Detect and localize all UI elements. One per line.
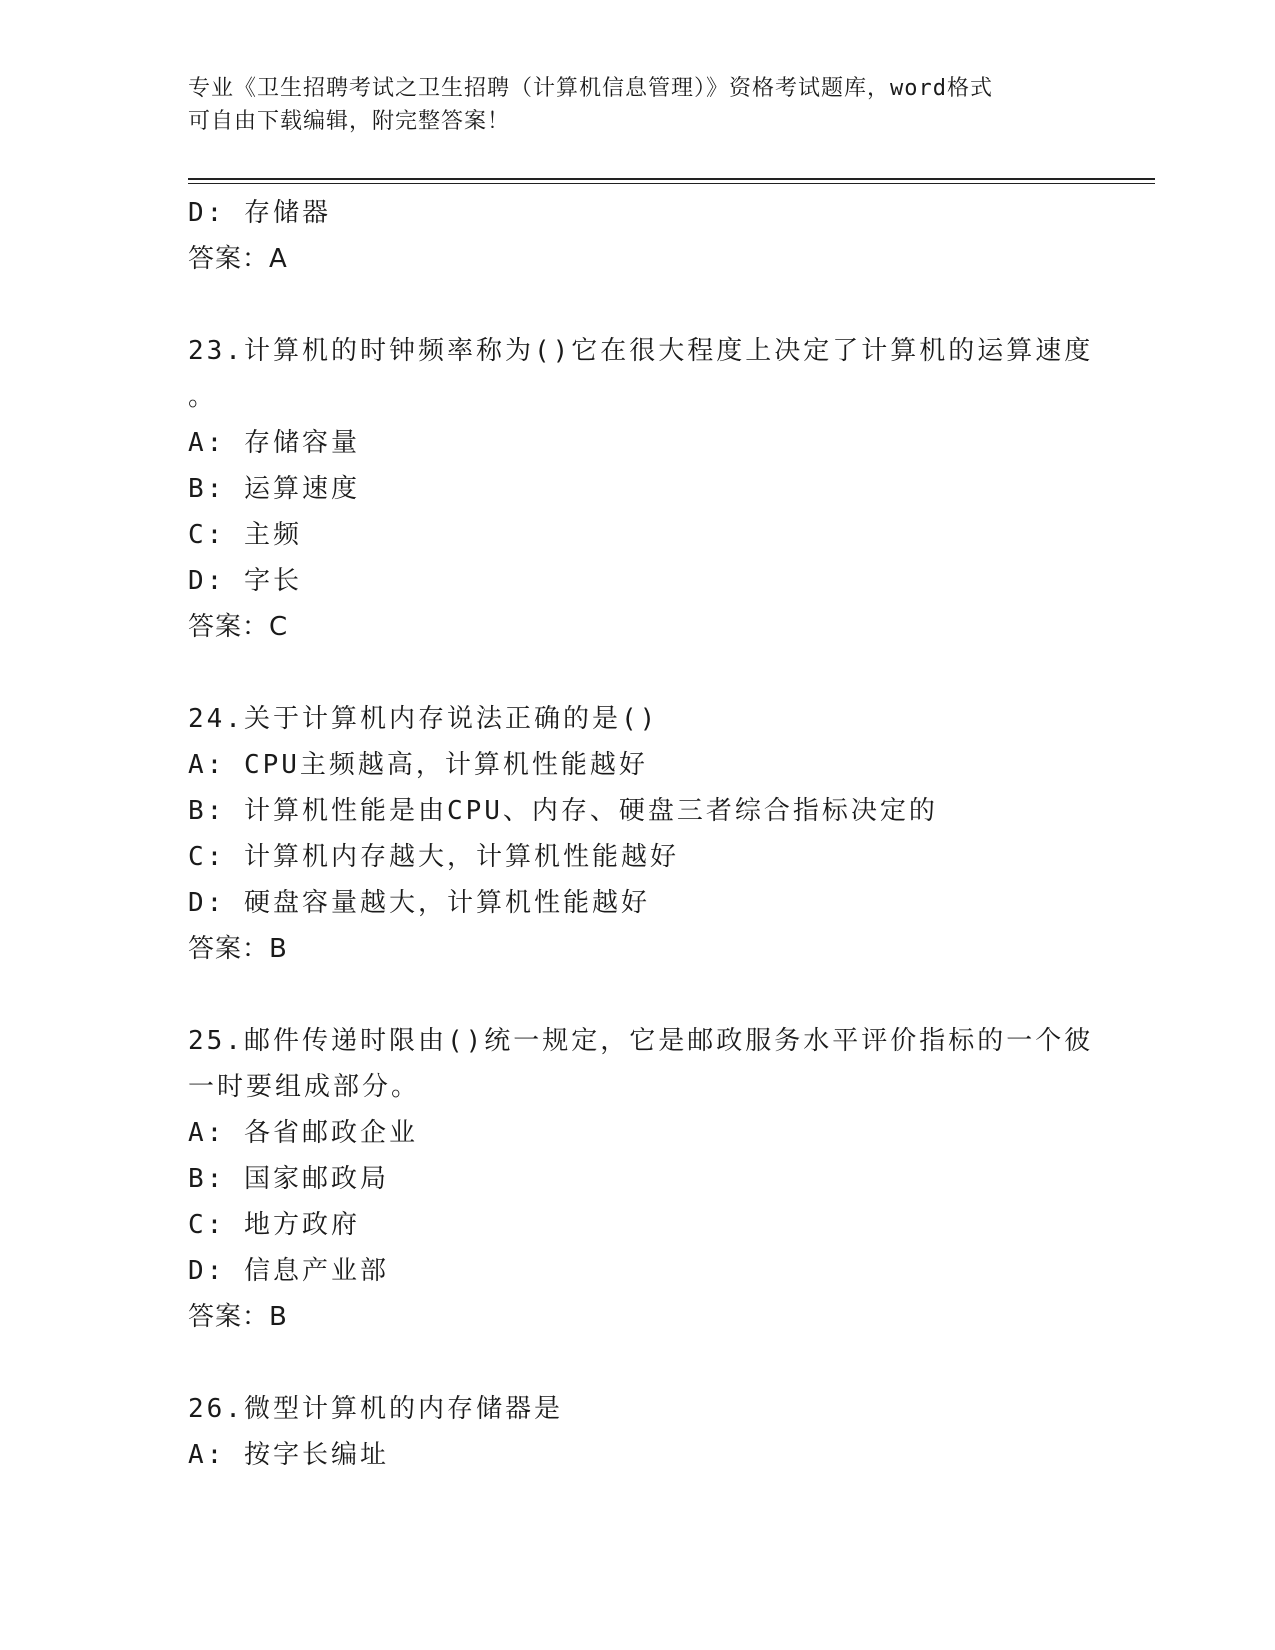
option-a: A: 各省邮政企业 [188, 1118, 418, 1148]
document-header [188, 72, 1088, 138]
option-d: D: 硬盘容量越大，计算机性能越好 [188, 888, 650, 918]
question-stem: 23.计算机的时钟频率称为()它在很大程度上决定了计算机的运算速度 [188, 336, 1094, 366]
option-c: C: 地方政府 [188, 1210, 360, 1240]
option-a: A: 存储容量 [188, 428, 360, 458]
option-c: C: 计算机内存越大，计算机性能越好 [188, 842, 679, 872]
header-rule-thin [188, 183, 1155, 184]
question-23 [188, 328, 1094, 650]
answer-label: 答案：A [188, 244, 288, 274]
question-22-tail [188, 190, 1088, 282]
answer-label: 答案：C [188, 612, 289, 642]
question-25 [188, 1018, 1094, 1340]
option-c: C: 主频 [188, 520, 302, 550]
question-stem-continued: 一时要组成部分。 [188, 1072, 421, 1102]
spacer [188, 282, 1088, 328]
option-d: D: 存储器 [188, 198, 331, 228]
header-line-2: 可自由下载编辑，附完整答案！ [188, 109, 511, 134]
answer-label: 答案：B [188, 934, 288, 964]
option-a: A: CPU主频越高，计算机性能越好 [188, 750, 648, 780]
question-stem: 24.关于计算机内存说法正确的是() [188, 704, 659, 734]
spacer [188, 650, 1088, 696]
answer-label: 答案：B [188, 1302, 288, 1332]
header-rule-thick [188, 178, 1155, 180]
question-stem: 26.微型计算机的内存储器是 [188, 1394, 563, 1424]
question-stem-continued: 。 [188, 382, 218, 412]
option-b: B: 计算机性能是由CPU、内存、硬盘三者综合指标决定的 [188, 796, 938, 826]
option-b: B: 国家邮政局 [188, 1164, 389, 1194]
option-a: A: 按字长编址 [188, 1440, 389, 1470]
header-line-1: 专业《卫生招聘考试之卫生招聘（计算机信息管理）》资格考试题库，word格式 [188, 76, 993, 101]
question-stem: 25.邮件传递时限由()统一规定，它是邮政服务水平评价指标的一个彼 [188, 1026, 1094, 1056]
option-d: D: 信息产业部 [188, 1256, 389, 1286]
question-content [188, 190, 1094, 1478]
option-b: B: 运算速度 [188, 474, 360, 504]
question-24 [188, 696, 1088, 972]
spacer [188, 1340, 1088, 1386]
question-26 [188, 1386, 1088, 1478]
option-d: D: 字长 [188, 566, 302, 596]
spacer [188, 972, 1088, 1018]
